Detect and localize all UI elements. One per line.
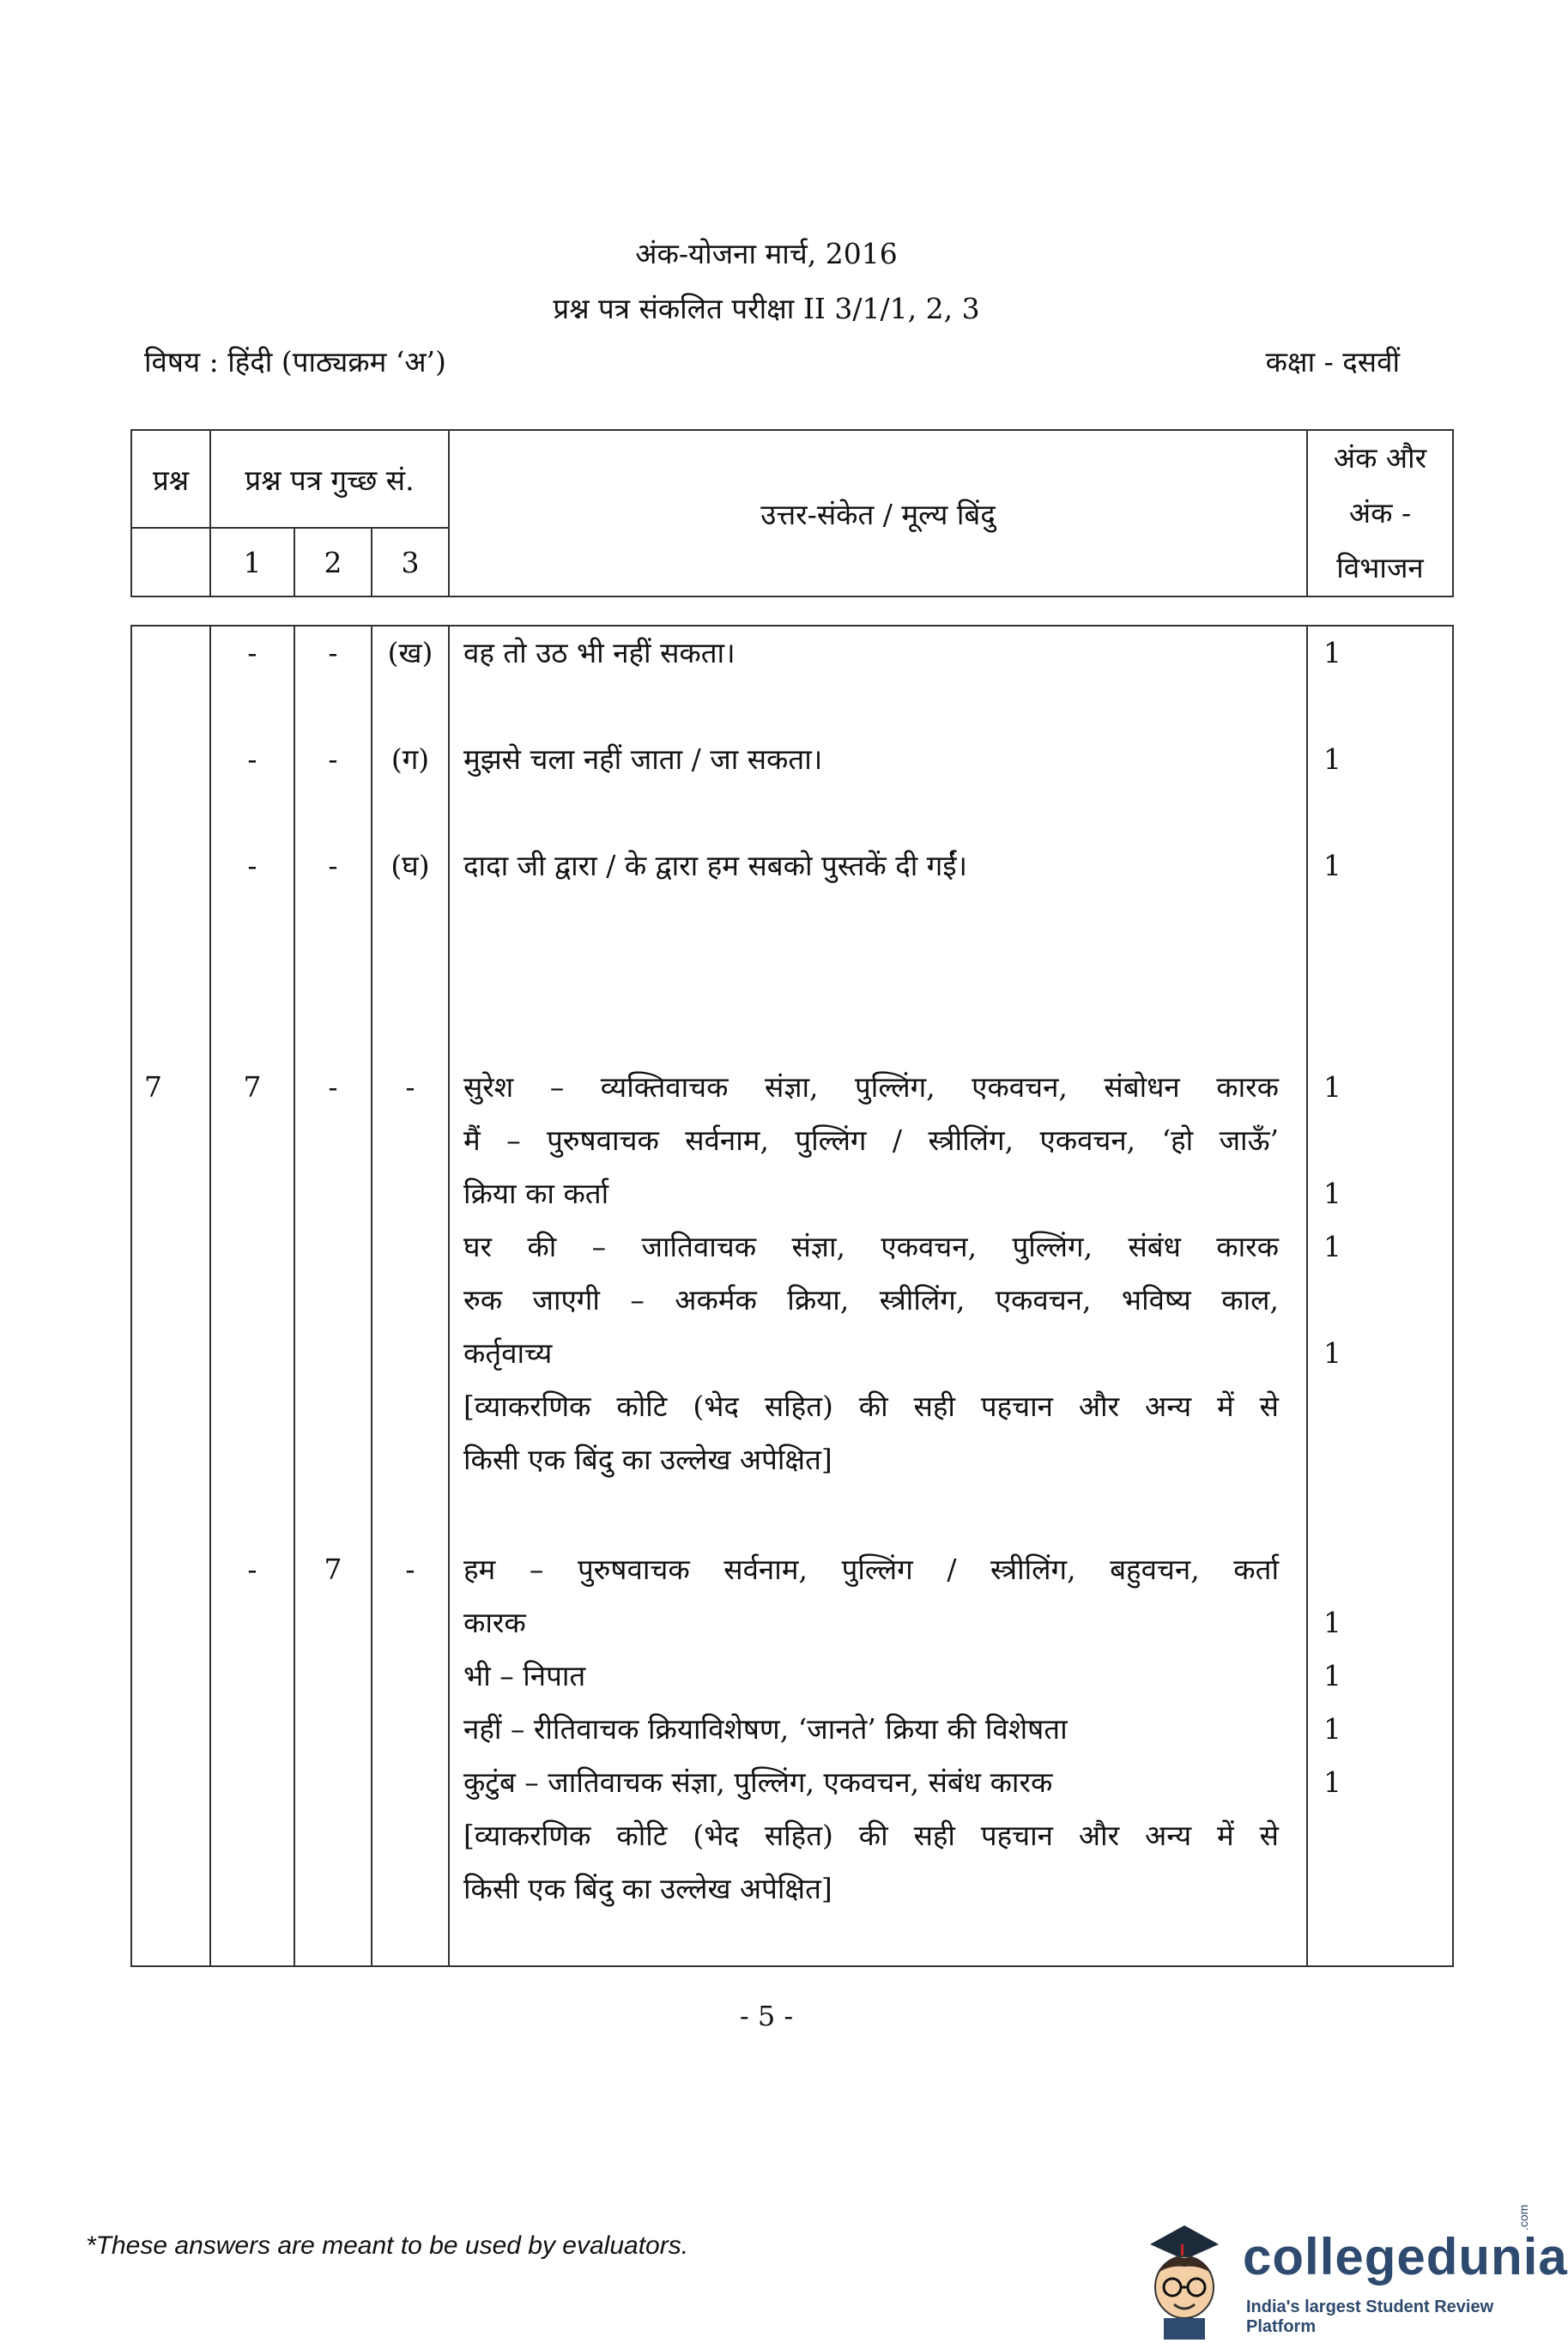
r1-set3: (ख) bbox=[387, 636, 433, 669]
subject-label: विषय : हिंदी (पाठ्यक्रम ‘अ’) bbox=[144, 345, 446, 378]
marks-head-line2: अंक - bbox=[1348, 496, 1412, 530]
set1-col bbox=[210, 626, 294, 1966]
q7b-line2: कारक bbox=[463, 1606, 526, 1639]
q7-mark4: 1 bbox=[1323, 1336, 1341, 1370]
set-2-head: 2 bbox=[294, 528, 372, 596]
q7b-line6: [व्याकरणिक कोटि (भेद सहित) की सही पहचान और अन्य में से bbox=[463, 1819, 1279, 1852]
r1-mark: 1 bbox=[1323, 636, 1341, 669]
q7b-line3: भी – निपात bbox=[463, 1659, 586, 1692]
q7-number: 7 bbox=[144, 1070, 162, 1104]
r1-answer: वह तो उठ भी नहीं सकता। bbox=[463, 636, 736, 669]
q7-line8: किसी एक बिंदु का उल्लेख अपेक्षित] bbox=[463, 1443, 832, 1476]
class-label: कक्षा - दसवीं bbox=[1265, 345, 1400, 378]
set-1-head: 1 bbox=[210, 528, 294, 596]
q7-mark3: 1 bbox=[1323, 1230, 1341, 1263]
q7b-set1: - bbox=[247, 1553, 257, 1586]
q7-line3: क्रिया का कर्ता bbox=[463, 1177, 609, 1210]
logo-wordmark: collegedunia bbox=[1243, 2228, 1568, 2285]
evaluator-footnote: *These answers are meant to be used by evaluators. bbox=[86, 2231, 689, 2260]
r1-set1: - bbox=[247, 636, 257, 669]
q7b-line5: कुटुंब – जातिवाचक संज्ञा, पुल्लिंग, एकवचन, संबंध कारक bbox=[463, 1765, 1053, 1799]
q7b-mark4: 1 bbox=[1323, 1765, 1341, 1799]
q7b-set3: - bbox=[405, 1553, 415, 1586]
q7-line5: रुक जाएगी – अकर्मक क्रिया, स्त्रीलिंग, एकवचन, भविष्य काल, bbox=[463, 1283, 1279, 1317]
q7-line4: घर की – जातिवाचक संज्ञा, एकवचन, पुल्लिंग, संबंध कारक bbox=[463, 1230, 1279, 1263]
col-marks-head bbox=[1307, 430, 1453, 596]
q7b-line1: हम – पुरुषवाचक सर्वनाम, पुल्लिंग / स्त्रीलिंग, बहुवचन, कर्ता bbox=[463, 1553, 1279, 1586]
r3-set1: - bbox=[247, 849, 257, 882]
col-set-head: प्रश्न पत्र गुच्छ सं. bbox=[210, 430, 449, 528]
q7-line7: [व्याकरणिक कोटि (भेद सहित) की सही पहचान और अन्य में से bbox=[463, 1389, 1279, 1423]
r2-answer: मुझसे चला नहीं जाता / जा सकता। bbox=[463, 742, 823, 776]
q7b-mark3: 1 bbox=[1323, 1712, 1341, 1746]
question-col bbox=[131, 626, 210, 1966]
marks-head-line1: अंक और bbox=[1333, 441, 1427, 475]
r2-set3: (ग) bbox=[390, 742, 430, 776]
marks-head-line3: विभाजन bbox=[1336, 551, 1424, 584]
r1-set2: - bbox=[328, 636, 338, 669]
set-3-head: 3 bbox=[372, 528, 449, 596]
mascot-icon bbox=[1133, 2219, 1236, 2340]
r3-answer: दादा जी द्वारा / के द्वारा हम सबको पुस्तकें दी गईं। bbox=[463, 849, 968, 882]
q7-line1: सुरेश – व्यक्तिवाचक संज्ञा, पुल्लिंग, एकवचन, संबोधन कारक bbox=[463, 1070, 1279, 1104]
r3-mark: 1 bbox=[1323, 849, 1341, 882]
header-table bbox=[130, 429, 1454, 597]
q7-set2: - bbox=[328, 1070, 338, 1104]
logo-com: .com bbox=[1517, 2204, 1530, 2231]
col-question-head: प्रश्न bbox=[131, 430, 210, 528]
r2-set1: - bbox=[247, 742, 257, 776]
marks-col bbox=[1307, 626, 1453, 1966]
q7-mark1: 1 bbox=[1323, 1070, 1341, 1104]
q7b-line4: नहीं – रीतिवाचक क्रियाविशेषण, ‘जानते’ क्रिया की विशेषता bbox=[463, 1712, 1068, 1746]
r3-set3: (घ) bbox=[390, 849, 430, 882]
q7-set1: 7 bbox=[243, 1070, 262, 1104]
q7-mark2: 1 bbox=[1323, 1177, 1341, 1210]
col-answer-head: उत्तर-संकेत / मूल्य बिंदु bbox=[449, 430, 1307, 596]
set2-col bbox=[294, 626, 372, 1966]
answer-table bbox=[130, 625, 1454, 1967]
collegedunia-logo bbox=[1133, 2204, 1568, 2340]
logo-tagline: India's largest Student Review Platform bbox=[1246, 2298, 1494, 2336]
r3-set2: - bbox=[328, 849, 338, 882]
q7-set3: - bbox=[405, 1070, 415, 1104]
q7b-mark1: 1 bbox=[1323, 1606, 1341, 1639]
q7b-line7: किसी एक बिंदु का उल्लेख अपेक्षित] bbox=[463, 1872, 832, 1905]
page-number: - 5 - bbox=[739, 2000, 794, 2032]
q7b-mark2: 1 bbox=[1323, 1659, 1341, 1692]
set3-col bbox=[372, 626, 449, 1966]
answer-col bbox=[449, 626, 1307, 1966]
r2-set2: - bbox=[328, 742, 338, 776]
q7-line6: कर्तृवाच्य bbox=[463, 1336, 553, 1370]
q7b-set2: 7 bbox=[324, 1553, 342, 1586]
doc-subtitle: प्रश्न पत्र संकलित परीक्षा II 3/1/1, 2, 3 bbox=[553, 292, 980, 325]
col-question-empty bbox=[131, 528, 210, 596]
q7-line2: मैं – पुरुषवाचक सर्वनाम, पुल्लिंग / स्त्रीलिंग, एकवचन, ‘हो जाऊँ’ bbox=[463, 1123, 1279, 1157]
r2-mark: 1 bbox=[1323, 742, 1341, 776]
doc-title: अंक-योजना मार्च, 2016 bbox=[635, 237, 898, 270]
